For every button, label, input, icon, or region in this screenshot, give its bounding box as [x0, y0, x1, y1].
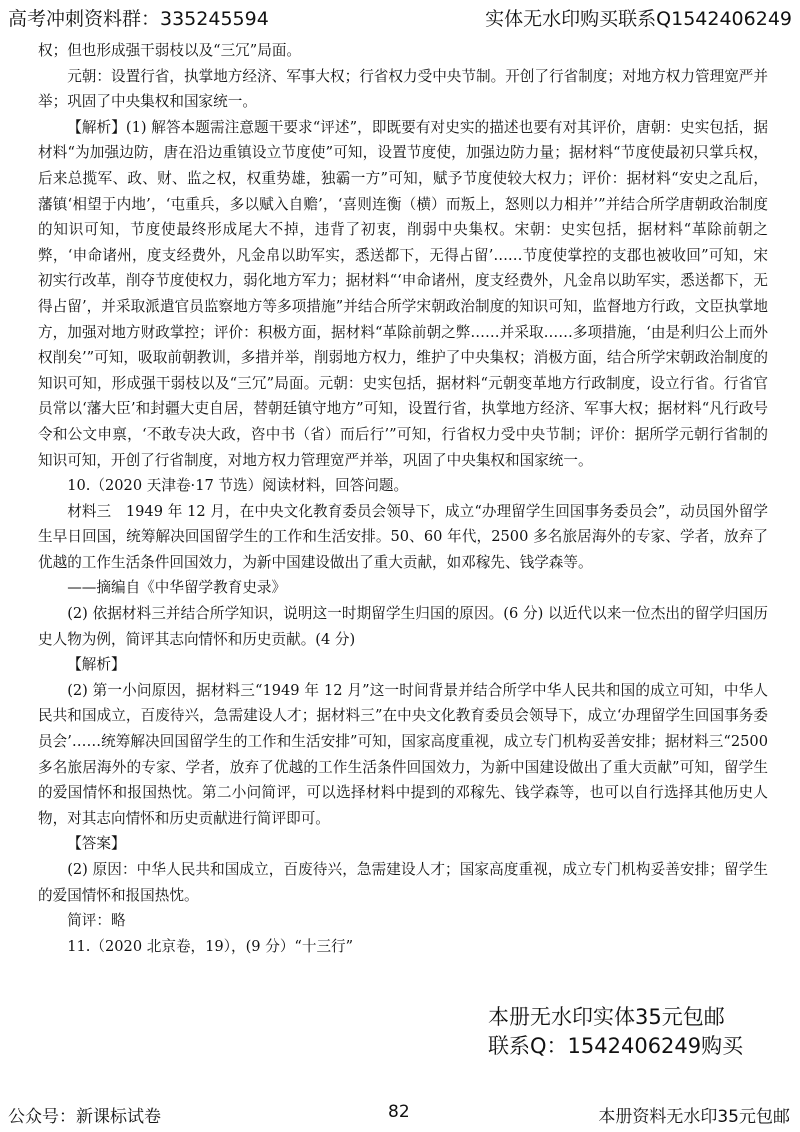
paragraph: 权；但也形成强干弱枝以及“三冗”局面。	[38, 42, 302, 59]
answer-label: 【答案】	[67, 835, 126, 853]
question-text: (2) 依据材料三并结合所学知识，说明这一时期留学生归国的原因。(6 分) 以近代以来一位杰出的留学归国历史人物为例，简评其志向情怀和历史贡献。(4 分)	[38, 605, 768, 648]
promo-line: 联系Q：1542406249购买	[488, 1034, 744, 1058]
page-header	[0, 0, 800, 34]
analysis-label: 【解析】	[67, 656, 126, 674]
header-right-text: 实体无水印购买联系Q1542406249	[485, 8, 792, 30]
question-heading: 11.（2020 北京卷，19），(9 分）“十三行”	[67, 937, 354, 955]
page-footer	[0, 1100, 800, 1132]
material-text: 材料三 1949 年 12 月，在中央文化教育委员会领导下，成立“办理留学生回国事务委员会”，动员国外留学生早日回国，统筹解决回国留学生的工作和生活安排。50、60 年代，2500 多名旅居海外的专家、学者，放弃了优越的工作生活条件回国效力，为新中国建设做出了重大贡献，如邓稼先、钱学森等。	[38, 502, 768, 571]
header-left-text: 高考冲刺资料群：335245594	[8, 8, 269, 30]
footer-right-text: 本册资料无水印35元包邮	[598, 1107, 790, 1127]
page-number: 82	[388, 1102, 410, 1122]
analysis-paragraph: 【解析】(1) 解答本题需注意题干要求“评述”，即既要有对史实的描述也要有对其评价，唐朝：史实包括，据材料“为加强边防，唐在沿边重镇设立节度使”可知，设置节度使，加强边防力量；据材料“节度使最初只掌兵权，后来总揽军、政、财、监之权，权重势雄，独霸一方”可知，赋予节度使较大权力；评价：据材料“安史之乱后，藩镇‘相望于内地’，‘屯重兵，多以赋入自赡’，‘喜则连衡（横）而叛上，怒则以力相并’”并结合所学唐朝政治制度的知识可知，节度使最终形成尾大不掉，违背了初衷，削弱中央集权。宋朝：史实包括，据材料“革除前朝之弊，‘申命诸州，度支经费外，凡金帛以助军实，悉送都下，无得占留’……节度使掌控的支郡也被收回”可知，宋初实行改革，削夺节度使权力，弱化地方军力；据材料“‘申命诸州，度支经费外，凡金帛以助军实，悉送都下，无得占留’，并采取派遣官员监察地方等多项措施”并结合所学宋朝政治制度的知识可知，监督地方行政，文臣执掌地方，加强对地方财政掌控；评价：积极方面，据材料“革除前朝之弊……并采取……多项措施，‘由是利归公上而外权削矣’”可知，吸取前朝教训，多措并举，削弱地方权力，维护了中央集权；消极方面，结合所学宋朝政治制度的知识可知，形成强干弱枝以及“三冗”局面。元朝：史实包括，据材料“元朝变革地方行政制度，设立行省。行省官员常以‘藩大臣’和封疆大吏自居，替朝廷镇守地方”可知，设置行省，执掌地方经济、军事大权；据材料“凡行政号令和公文申禀，‘不敢专决大政，咨中书（省）而后行’”可知，行省权力受中央节制；评价：据所学元朝行省制的知识可知，开创了行省制度，对地方权力管理宽严并举，巩固了中央集权和国家统一。	[38, 118, 768, 469]
paragraph: 元朝：设置行省，执掌地方经济、军事大权；行省权力受中央节制。开创了行省制度；对地方权力管理宽严并举；巩固了中央集权和国家统一。	[38, 67, 768, 111]
promo-stamp	[488, 1003, 743, 1061]
document-body	[38, 38, 768, 959]
brief-comment: 简评：略	[67, 912, 126, 930]
footer-left-text: 公众号：新课标试卷	[8, 1107, 161, 1127]
promo-line: 本册无水印实体35元包邮	[488, 1005, 725, 1029]
question-heading: 10.（2020 天津卷·17 节选）阅读材料，回答问题。	[67, 477, 409, 495]
analysis-paragraph: (2) 第一小问原因，据材料三“1949 年 12 月”这一时间背景并结合所学中华人民共和国的成立可知，中华人民共和国成立，百废待兴，急需建设人才；据材料三”在中央文化教育委员会领导下，成立‘办理留学生回国事务委员会’……统筹解决回国留学生的工作和生活安排”可知，国家高度重视，成立专门机构妥善安排；据材料三“2500 多名旅居海外的专家、学者，放弃了优越的工作生活条件回国效力，为新中国建设做出了重大贡献”可知，留学生的爱国情怀和报国热忱。第二小问简评，可以选择材料中提到的邓稼先、钱学森等，也可以自行选择其他历史人物，对其志向情怀和历史贡献进行简评即可。	[38, 681, 768, 827]
answer-text: (2) 原因：中华人民共和国成立，百废待兴，急需建设人才；国家高度重视，成立专门机构妥善安排；留学生的爱国情怀和报国热忱。	[38, 861, 768, 904]
material-source: ——摘编自《中华留学教育史录》	[67, 579, 287, 597]
